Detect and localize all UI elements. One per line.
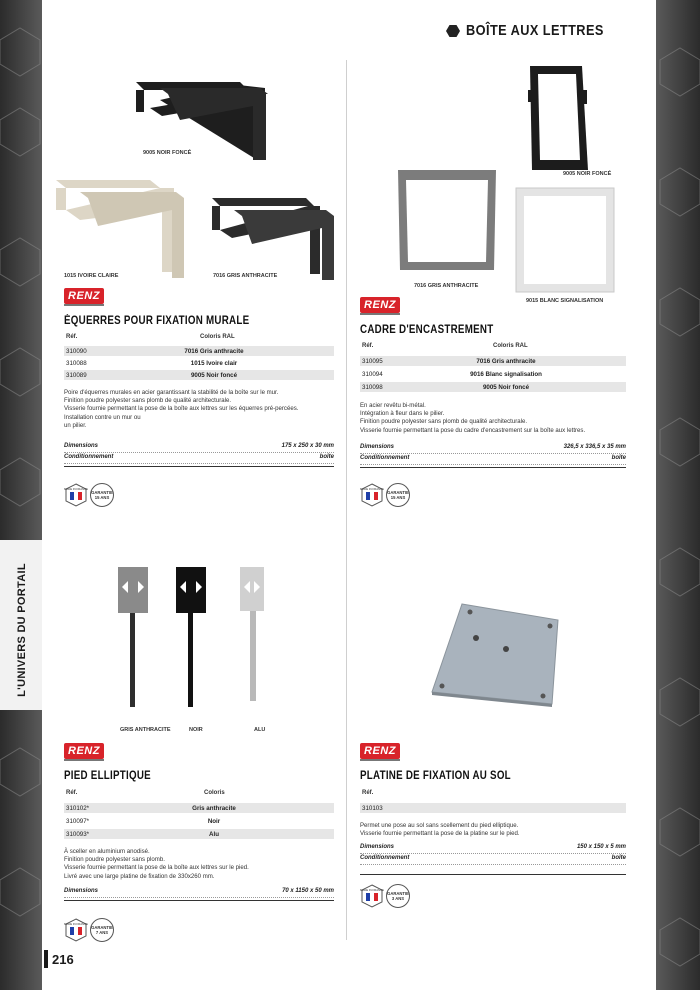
product-description: En acier revêtu bi-métal. Intégration à fleur dans le pilier. Finition poudre polyester sans plomb de qualité architecturale. Visserie fournie permettant la pose du cadre d'encastrement sur la boîte aux lettres. bbox=[360, 402, 586, 434]
section-rule bbox=[360, 874, 626, 875]
section-rule bbox=[64, 466, 334, 467]
col-ref: Réf. bbox=[362, 790, 374, 796]
made-in-france-icon bbox=[66, 919, 86, 941]
table-row: 310102* Gris anthracite bbox=[64, 803, 334, 813]
dimensions-row: Dimensions 326,5 x 336,5 x 35 mm bbox=[360, 443, 626, 454]
svg-text:MADE IN FRANCE: MADE IN FRANCE bbox=[64, 487, 88, 491]
product-description: Poire d'équerres murales en acier garantissant la stabilité de la boîte sur le mur. Finition poudre polyester sans plomb de qualité architecturale. Visserie fournie permettant la pose de la boîte aux lettres sur les équerres pré-percées. Installation contre un mur ou un pilier. bbox=[64, 389, 299, 429]
caption-noir: NOIR bbox=[189, 727, 203, 733]
equerres-image bbox=[50, 60, 340, 280]
made-in-france-icon bbox=[66, 484, 86, 506]
frame-white bbox=[516, 188, 614, 292]
badges bbox=[66, 918, 114, 942]
svg-text:MADE IN FRANCE: MADE IN FRANCE bbox=[64, 922, 88, 926]
table-row: 310098 9005 Noir foncé bbox=[360, 382, 626, 392]
renz-logo-text: RENZ bbox=[68, 745, 100, 757]
badges bbox=[362, 884, 410, 908]
renz-logo bbox=[64, 288, 104, 304]
col-color: Coloris RAL bbox=[200, 334, 235, 340]
platine-image bbox=[430, 600, 570, 710]
frame-grey bbox=[398, 170, 496, 270]
post-black bbox=[176, 567, 206, 707]
made-in-france-icon bbox=[362, 885, 382, 907]
badges bbox=[362, 483, 410, 507]
table-row: 310103 bbox=[360, 803, 626, 813]
col-ref: Réf. bbox=[66, 334, 78, 340]
col-ref: Réf. bbox=[362, 343, 374, 349]
section-header bbox=[446, 22, 628, 39]
caption-noir: 9005 NOIR FONCÉ bbox=[143, 150, 192, 156]
renz-logo-text: RENZ bbox=[364, 299, 396, 311]
table-row: 310097* Noir bbox=[66, 818, 221, 825]
cadre-image bbox=[390, 60, 630, 300]
product-title: ÉQUERRES POUR FIXATION MURALE bbox=[64, 315, 250, 327]
renz-logo-text: RENZ bbox=[364, 745, 396, 757]
sidebar-label bbox=[8, 563, 36, 697]
caption-alu: ALU bbox=[254, 727, 266, 733]
caption-anthracite: 7016 GRIS ANTHRACITE bbox=[414, 283, 479, 289]
svg-text:MADE IN FRANCE: MADE IN FRANCE bbox=[360, 487, 384, 491]
page-number-text: 216 bbox=[52, 951, 74, 967]
table-row: 310090 7016 Gris anthracite bbox=[64, 346, 334, 356]
section-rule bbox=[64, 900, 334, 901]
caption-noir: 9005 NOIR FONCÉ bbox=[563, 171, 612, 177]
caption-gris: GRIS ANTHRACITE bbox=[120, 727, 171, 733]
dimensions-row: Dimensions 70 x 1150 x 50 mm bbox=[64, 887, 334, 898]
made-in-france-icon bbox=[362, 484, 382, 506]
column-divider bbox=[346, 60, 347, 940]
col-color: Coloris bbox=[204, 790, 225, 796]
table-row: 310094 9016 Blanc signalisation bbox=[362, 371, 542, 378]
packaging-row: Conditionnement boîte bbox=[360, 454, 626, 465]
product-description: À sceller en aluminium anodisé. Finition poudre polyester sans plomb. Visserie fournie permettant la pose de la boîte aux lettres sur le pied. Livré avec une large platine de fixation de 330x260 mm. bbox=[64, 848, 249, 880]
renz-logo bbox=[360, 297, 400, 313]
guarantee-badge: GARANTIE 15 ANS bbox=[90, 483, 114, 507]
badges bbox=[66, 483, 114, 507]
page-number bbox=[44, 950, 74, 968]
col-ref: Réf. bbox=[66, 790, 78, 796]
guarantee-badge: GARANTIE 15 ANS bbox=[386, 483, 410, 507]
frame-black bbox=[528, 66, 588, 170]
hexagon-icon bbox=[446, 24, 460, 38]
table-row: 310089 9005 Noir foncé bbox=[64, 370, 334, 380]
post-grey bbox=[118, 567, 148, 707]
post-alu bbox=[240, 567, 264, 701]
page-number-bar bbox=[44, 950, 48, 968]
packaging-row: Conditionnement boîte bbox=[360, 854, 626, 865]
product-title: PIED ELLIPTIQUE bbox=[64, 770, 151, 782]
renz-logo bbox=[360, 743, 400, 759]
product-title: CADRE D'ENCASTREMENT bbox=[360, 324, 494, 336]
caption-ivoire: 1015 IVOIRE CLAIRE bbox=[64, 273, 119, 279]
col-color: Coloris RAL bbox=[493, 343, 528, 349]
table-row: 310095 7016 Gris anthracite bbox=[360, 356, 626, 366]
guarantee-badge: GARANTIE 3 ANS bbox=[386, 884, 410, 908]
pied-image bbox=[100, 565, 280, 715]
packaging-row: Conditionnement boîte bbox=[64, 453, 334, 464]
guarantee-badge: GARANTIE 7 ANS bbox=[90, 918, 114, 942]
dimensions-row: Dimensions 150 x 150 x 5 mm bbox=[360, 843, 626, 854]
section-title: BOÎTE AUX LETTRES bbox=[465, 22, 604, 39]
caption-blanc: 9015 BLANC SIGNALISATION bbox=[526, 298, 604, 304]
dimensions-row: Dimensions 175 x 250 x 30 mm bbox=[64, 442, 334, 453]
renz-logo bbox=[64, 743, 104, 759]
section-rule bbox=[360, 467, 626, 468]
product-description: Permet une pose au sol sans scellement du pied elliptique. Visserie fournie permettant la pose de la platine sur le pied. bbox=[360, 822, 520, 838]
svg-text:MADE IN FRANCE: MADE IN FRANCE bbox=[360, 888, 384, 892]
renz-logo-text: RENZ bbox=[68, 290, 100, 302]
table-row: 310093* Alu bbox=[64, 829, 334, 839]
caption-anthracite: 7016 GRIS ANTHRACITE bbox=[213, 273, 278, 279]
table-row: 310088 1015 Ivoire clair bbox=[66, 360, 238, 367]
sidebar-label-text: L'UNIVERS DU PORTAIL bbox=[16, 563, 28, 697]
product-title: PLATINE DE FIXATION AU SOL bbox=[360, 770, 511, 782]
